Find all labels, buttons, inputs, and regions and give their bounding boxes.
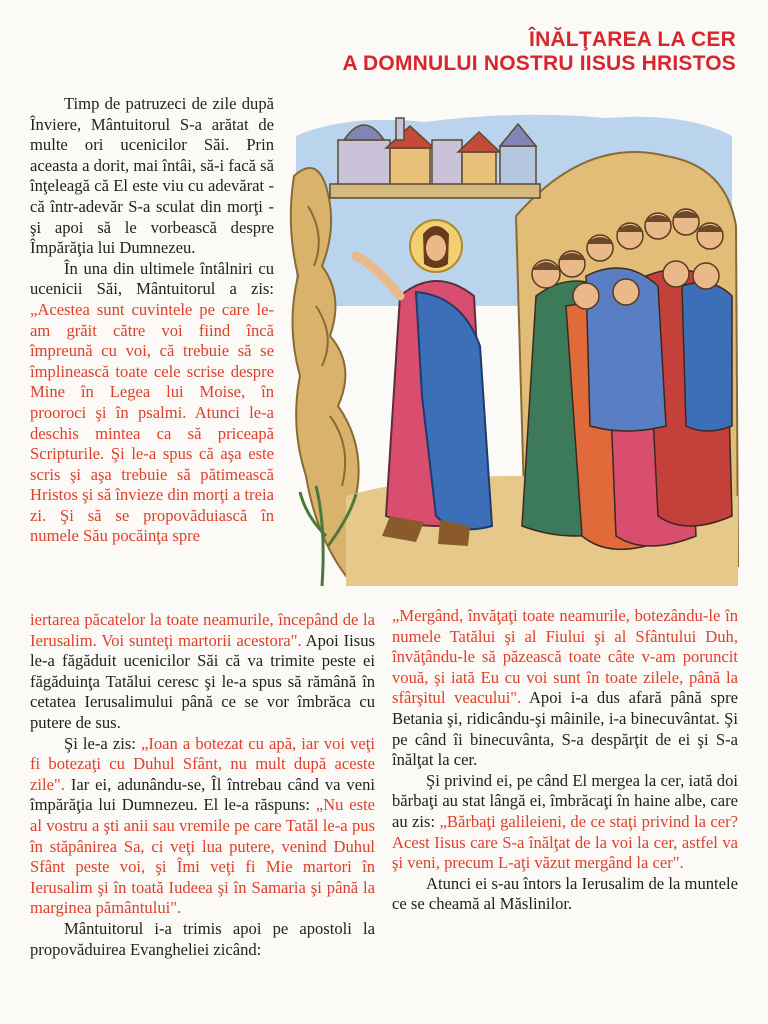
paragraph <box>30 610 375 734</box>
paragraph: Mântuitorul i-a trimis apoi pe apostoli la propovăduirea Evangheliei zicând: <box>30 918 375 959</box>
paragraph-text: Şi privind ei, pe când El mergea la cer, iată doi bărbaţi au stat lângă ei, îmbrăcaţi în haine albe, care au zis: <box>392 770 738 831</box>
title-line-2: A DOMNULUI NOSTRU IISUS HRISTOS <box>342 52 736 75</box>
article-title <box>342 28 736 76</box>
paragraph-text: Iar ei, adunându-se, Îl întrebau când va veni împărăţia lui Dumnezeu. El le-a răspuns: <box>30 774 375 815</box>
bottom-left-text-column <box>30 610 375 960</box>
scripture-quote: „Mergând, învăţaţi toate neamurile, botezându-le în numele Tatălui şi al Fiului şi al Sfântului Duh, învăţându-le să păzească toate câte v-am poruncit vouă, şi iată Eu cu voi sunt în toate zilele, până la sfârşitul veacului". <box>392 606 738 708</box>
icon-christ-with-apostles <box>286 96 748 594</box>
scripture-quote: „Nu este al vostru a şti anii sau vremile pe care Tatăl le-a pus în stăpânirea Sa, ci veţi lua putere, venind Duhul Sfânt peste voi, şi Îmi veţi fi Mie martori în Ierusalim şi în toată Iudeea şi în Samaria şi până la marginea pământului". <box>30 795 376 918</box>
scripture-quote: iertarea păcatelor la toate neamurile, începând de la Ierusalim. Voi sunteţi martorii acestora". <box>30 610 375 650</box>
right-text-column <box>392 606 738 915</box>
paragraph-text: Şi le-a zis: <box>64 733 141 753</box>
paragraph <box>392 606 738 771</box>
paragraph: Atunci ei s-au întors la Ierusalim de la muntele ce se cheamă al Măslinilor. <box>392 873 738 914</box>
scripture-quote: „Bărbaţi galileieni, de ce staţi privind la cer? Acest Iisus care S-a înălţat de la voi la cer, astfel va şi veni, precum L-aţi văzut mergând la cer". <box>392 811 738 873</box>
scripture-quote: „Ioan a botezat cu apă, iar voi veţi fi botezaţi cu Duhul Sfânt, nu mult după aceste zile". <box>30 733 375 794</box>
title-line-1: ÎNĂLŢAREA LA CER <box>529 28 736 51</box>
paragraph <box>30 259 274 547</box>
paragraph <box>392 771 738 874</box>
paragraph-text: În una din ultimele întâlniri cu ucenicii Săi, Mântuitorul a zis: <box>30 258 274 299</box>
paragraph <box>30 734 375 919</box>
left-text-column <box>30 94 274 547</box>
paragraph-text: Apoi i-a dus afară până spre Betania şi, ridicându-şi mâinile, i-a binecuvântat. Şi pe când îi binecuvânta, S-a despărţit de ei şi S-a înălţat la cer. <box>392 688 738 770</box>
scripture-quote: „Acestea sunt cuvintele pe care le-am grăit către voi fiind încă împreună cu voi, că trebuie să se împlinească toate cele scrise despre Mine în Legea lui Moise, în prooroci şi în psalmi. Atunci le-a deschis mintea ca să priceapă Scripturile. Şi le-a spus că aşa este scris şi aşa trebuie să pătimească Hristos şi să învieze din morţi a treia zi. Şi să se propovăduiască în numele Său pocăinţa spre <box>30 299 274 546</box>
paragraph: Timp de patruzeci de zile după Înviere, Mântuitorul S-a arătat de multe ori ucenicilor Săi. Prin aceasta a dorit, mai întâi, să-i facă să înţeleagă că El este viu cu adevărat - că într-adevăr S-a sculat din morţi - şi apoi să le vorbească despre Împărăţia lui Dumnezeu. <box>30 94 274 258</box>
paragraph-text: Apoi Iisus le-a făgăduit ucenicilor Săi că va trimite peste ei făgăduinţa Tatălui ceresc şi le-a spus să rămână în cetatea Ierusalimului până ce se vor îmbrăca cu putere de sus. <box>30 630 375 732</box>
